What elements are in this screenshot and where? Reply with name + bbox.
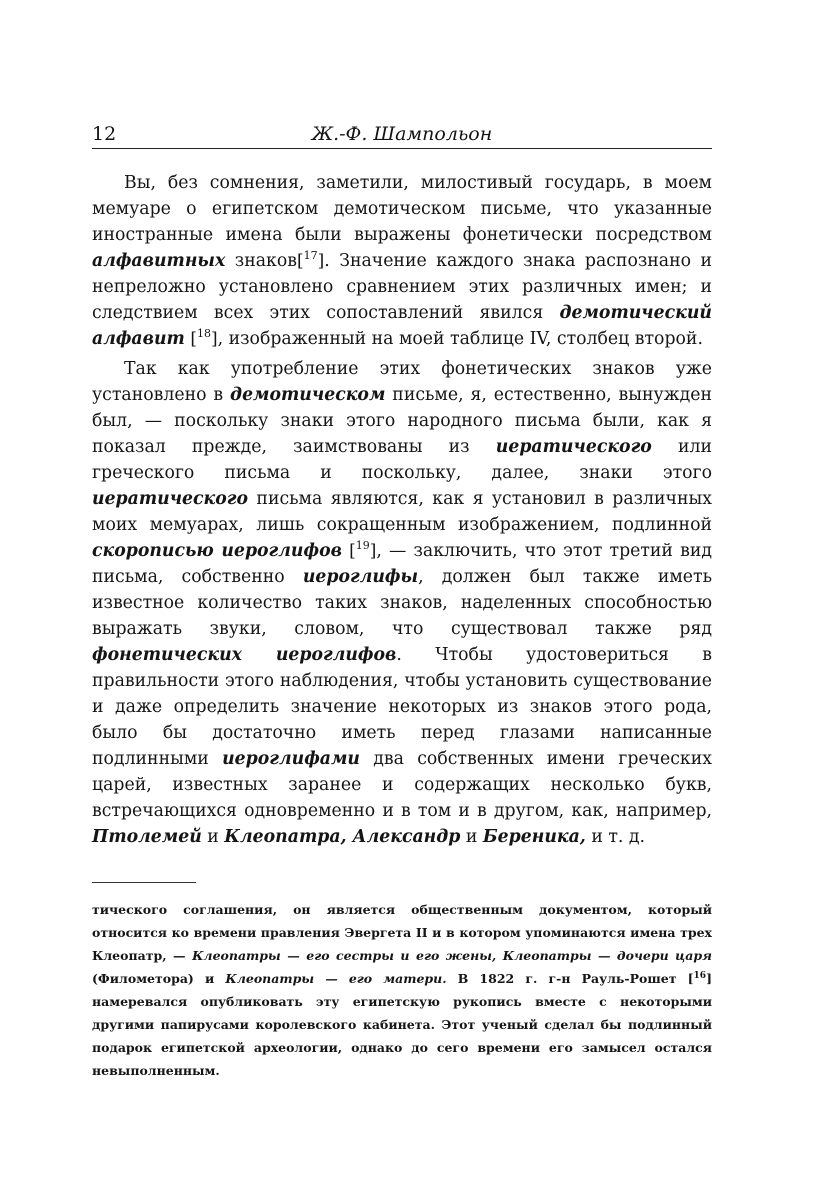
reference-marker: [$^{19}$]	[349, 539, 377, 561]
emphasis: фонетических иероглифов	[92, 645, 397, 665]
paragraph-1	[92, 170, 712, 352]
text-run: письме, я, естественно, вынужден был, — поскольку знаки этого народного письма были, как я показал прежде, заимствованы из	[92, 385, 712, 457]
emphasis: иероглифами	[222, 749, 360, 769]
text-run: и	[201, 827, 225, 847]
text-run: письма являются, как я установил в различных моих мемуарах, лишь сокращенным изображением, подлинной	[92, 489, 712, 535]
text-run: В 1822 г. г-н Рауль-Рошет	[446, 971, 688, 986]
footnote	[92, 898, 712, 1082]
page-number: 12	[92, 123, 117, 145]
text-run: . Чтобы удостовериться в правильности этого наблюдения, чтобы установить существование и даже определить значение некоторых из знаков этого рода, было бы достаточно иметь перед глазами написанные подлинными	[92, 645, 713, 769]
text-run: , изображенный на моей таблице IV, столбец второй.	[217, 329, 703, 349]
emphasis: демотический алфавит	[92, 303, 712, 349]
emphasis: Клеопатры — его матери.	[225, 971, 447, 986]
text-run: Вы, без сомнения, заметили, милостивый государь, в моем мемуаре о египетском демотическом письме, что указанные иностранные имена были выражены фонетически посредством	[92, 173, 712, 245]
paragraph-2	[92, 356, 712, 850]
page-header	[92, 122, 712, 146]
reference-marker: [$^{17}$]	[296, 249, 325, 271]
header-rule	[92, 148, 712, 149]
running-title: Ж.-Ф. Шампольон	[311, 123, 493, 145]
emphasis: иероглифы	[302, 567, 419, 587]
text-run: знаков	[225, 251, 297, 271]
emphasis: иератического	[495, 437, 652, 457]
emphasis: иератического	[92, 489, 249, 509]
emphasis: скорописью иероглифов	[92, 541, 342, 561]
text-run: и т. д.	[585, 827, 646, 847]
text-run: намеревался опубликовать эту египетскую рукопись вместе с некоторыми другими папирусами королевского кабинета. Этот ученый сделал бы подлинный подарок египетской археологии, однако до сего времени его замысел остался невыполненным.	[92, 994, 712, 1078]
emphasis: Птолемей	[92, 827, 202, 847]
text-run: Так как употребление этих фонетических знаков уже установлено в	[92, 359, 712, 405]
emphasis: Клеопатра, Александр	[224, 827, 461, 847]
emphasis: Береника,	[482, 827, 586, 847]
footnote-rule	[92, 882, 196, 883]
emphasis: Клеопатры — его сестры и его жены, Клеопатры — дочери царя	[192, 948, 713, 963]
text-run: , — заключить, что этот третий вид письма, собственно	[92, 541, 712, 587]
text-run: . Значение каждого знака распознано и непреложно установлено сравнением этих различных имен; и следствием всех этих сопоставлений явился	[92, 251, 712, 323]
reference-marker: [$^{16}$]	[687, 971, 712, 986]
emphasis: демотическом	[230, 385, 386, 405]
emphasis: алфавитных	[92, 251, 226, 271]
main-text	[92, 170, 712, 850]
text-run: или греческого письма и поскольку, далее, знаки этого	[92, 437, 712, 483]
text-run: тического соглашения, он является общественным документом, который относится ко времени правления Эвергета II и в котором упоминаются имена трех Клеопатр, —	[92, 902, 712, 963]
text-run: и	[460, 827, 483, 847]
text-run: два собственных имени греческих царей, известных заранее и содержащих несколько букв, встречающихся одновременно и в том и в другом, как, например,	[92, 749, 713, 821]
reference-marker: [$^{18}$]	[190, 327, 218, 349]
text-run: , должен был также иметь известное количество таких знаков, наделенных способностью выражать звуки, словом, что существовал также ряд	[92, 567, 712, 639]
text-run: (Филометора) и	[92, 971, 226, 986]
